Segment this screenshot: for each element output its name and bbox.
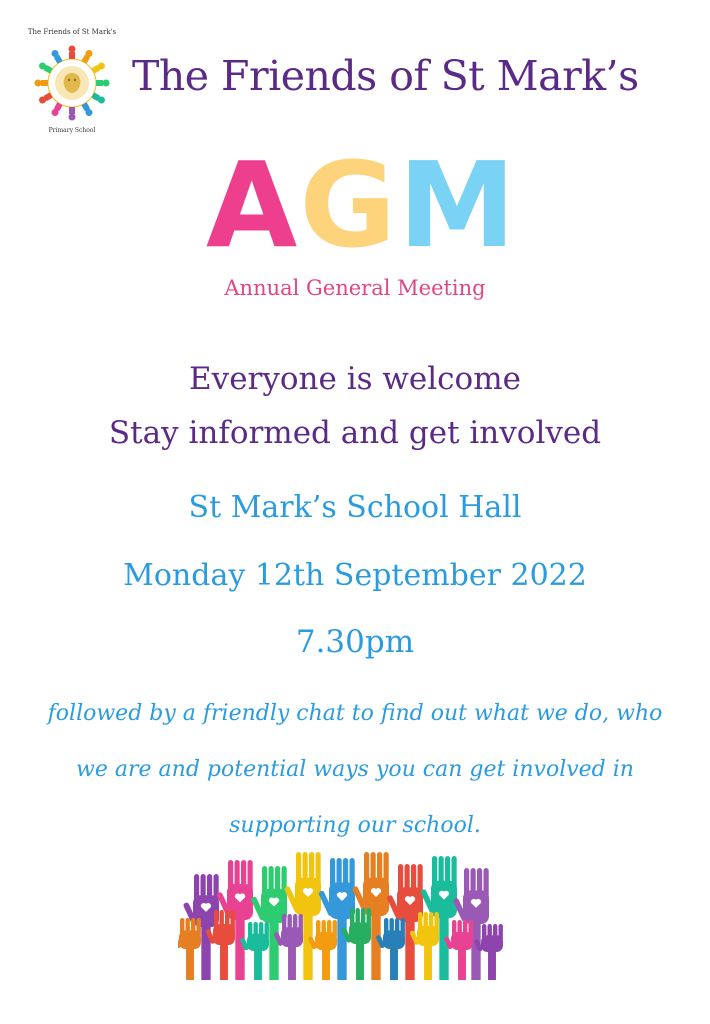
agm-letter-g: G bbox=[299, 136, 397, 274]
welcome-line-2: Stay informed and get involved bbox=[108, 415, 602, 451]
welcome-line-1: Everyone is welcome bbox=[189, 361, 521, 397]
event-venue: St Mark’s School Hall bbox=[188, 490, 522, 525]
followup-text: followed by a friendly chat to find out what we do, who we are and potential ways you can get involved in supporting our school. bbox=[47, 701, 663, 838]
raised-hands-icon bbox=[178, 842, 504, 980]
children-ring-icon bbox=[26, 28, 118, 138]
agm-heading bbox=[206, 136, 516, 274]
event-time: 7.30pm bbox=[295, 624, 415, 660]
event-date: Monday 12th September 2022 bbox=[123, 558, 587, 593]
logo-top-text: The Friends of St Mark's bbox=[27, 28, 117, 36]
logo-bottom-text: Primary School bbox=[48, 127, 96, 134]
agm-letter-m: M bbox=[398, 136, 516, 274]
welcome-block bbox=[0, 352, 710, 460]
agm-subtitle: Annual General Meeting bbox=[224, 276, 486, 300]
agm-letter-a: A bbox=[206, 136, 298, 274]
page-title: The Friends of St Mark’s bbox=[132, 52, 639, 100]
school-logo bbox=[26, 28, 118, 138]
